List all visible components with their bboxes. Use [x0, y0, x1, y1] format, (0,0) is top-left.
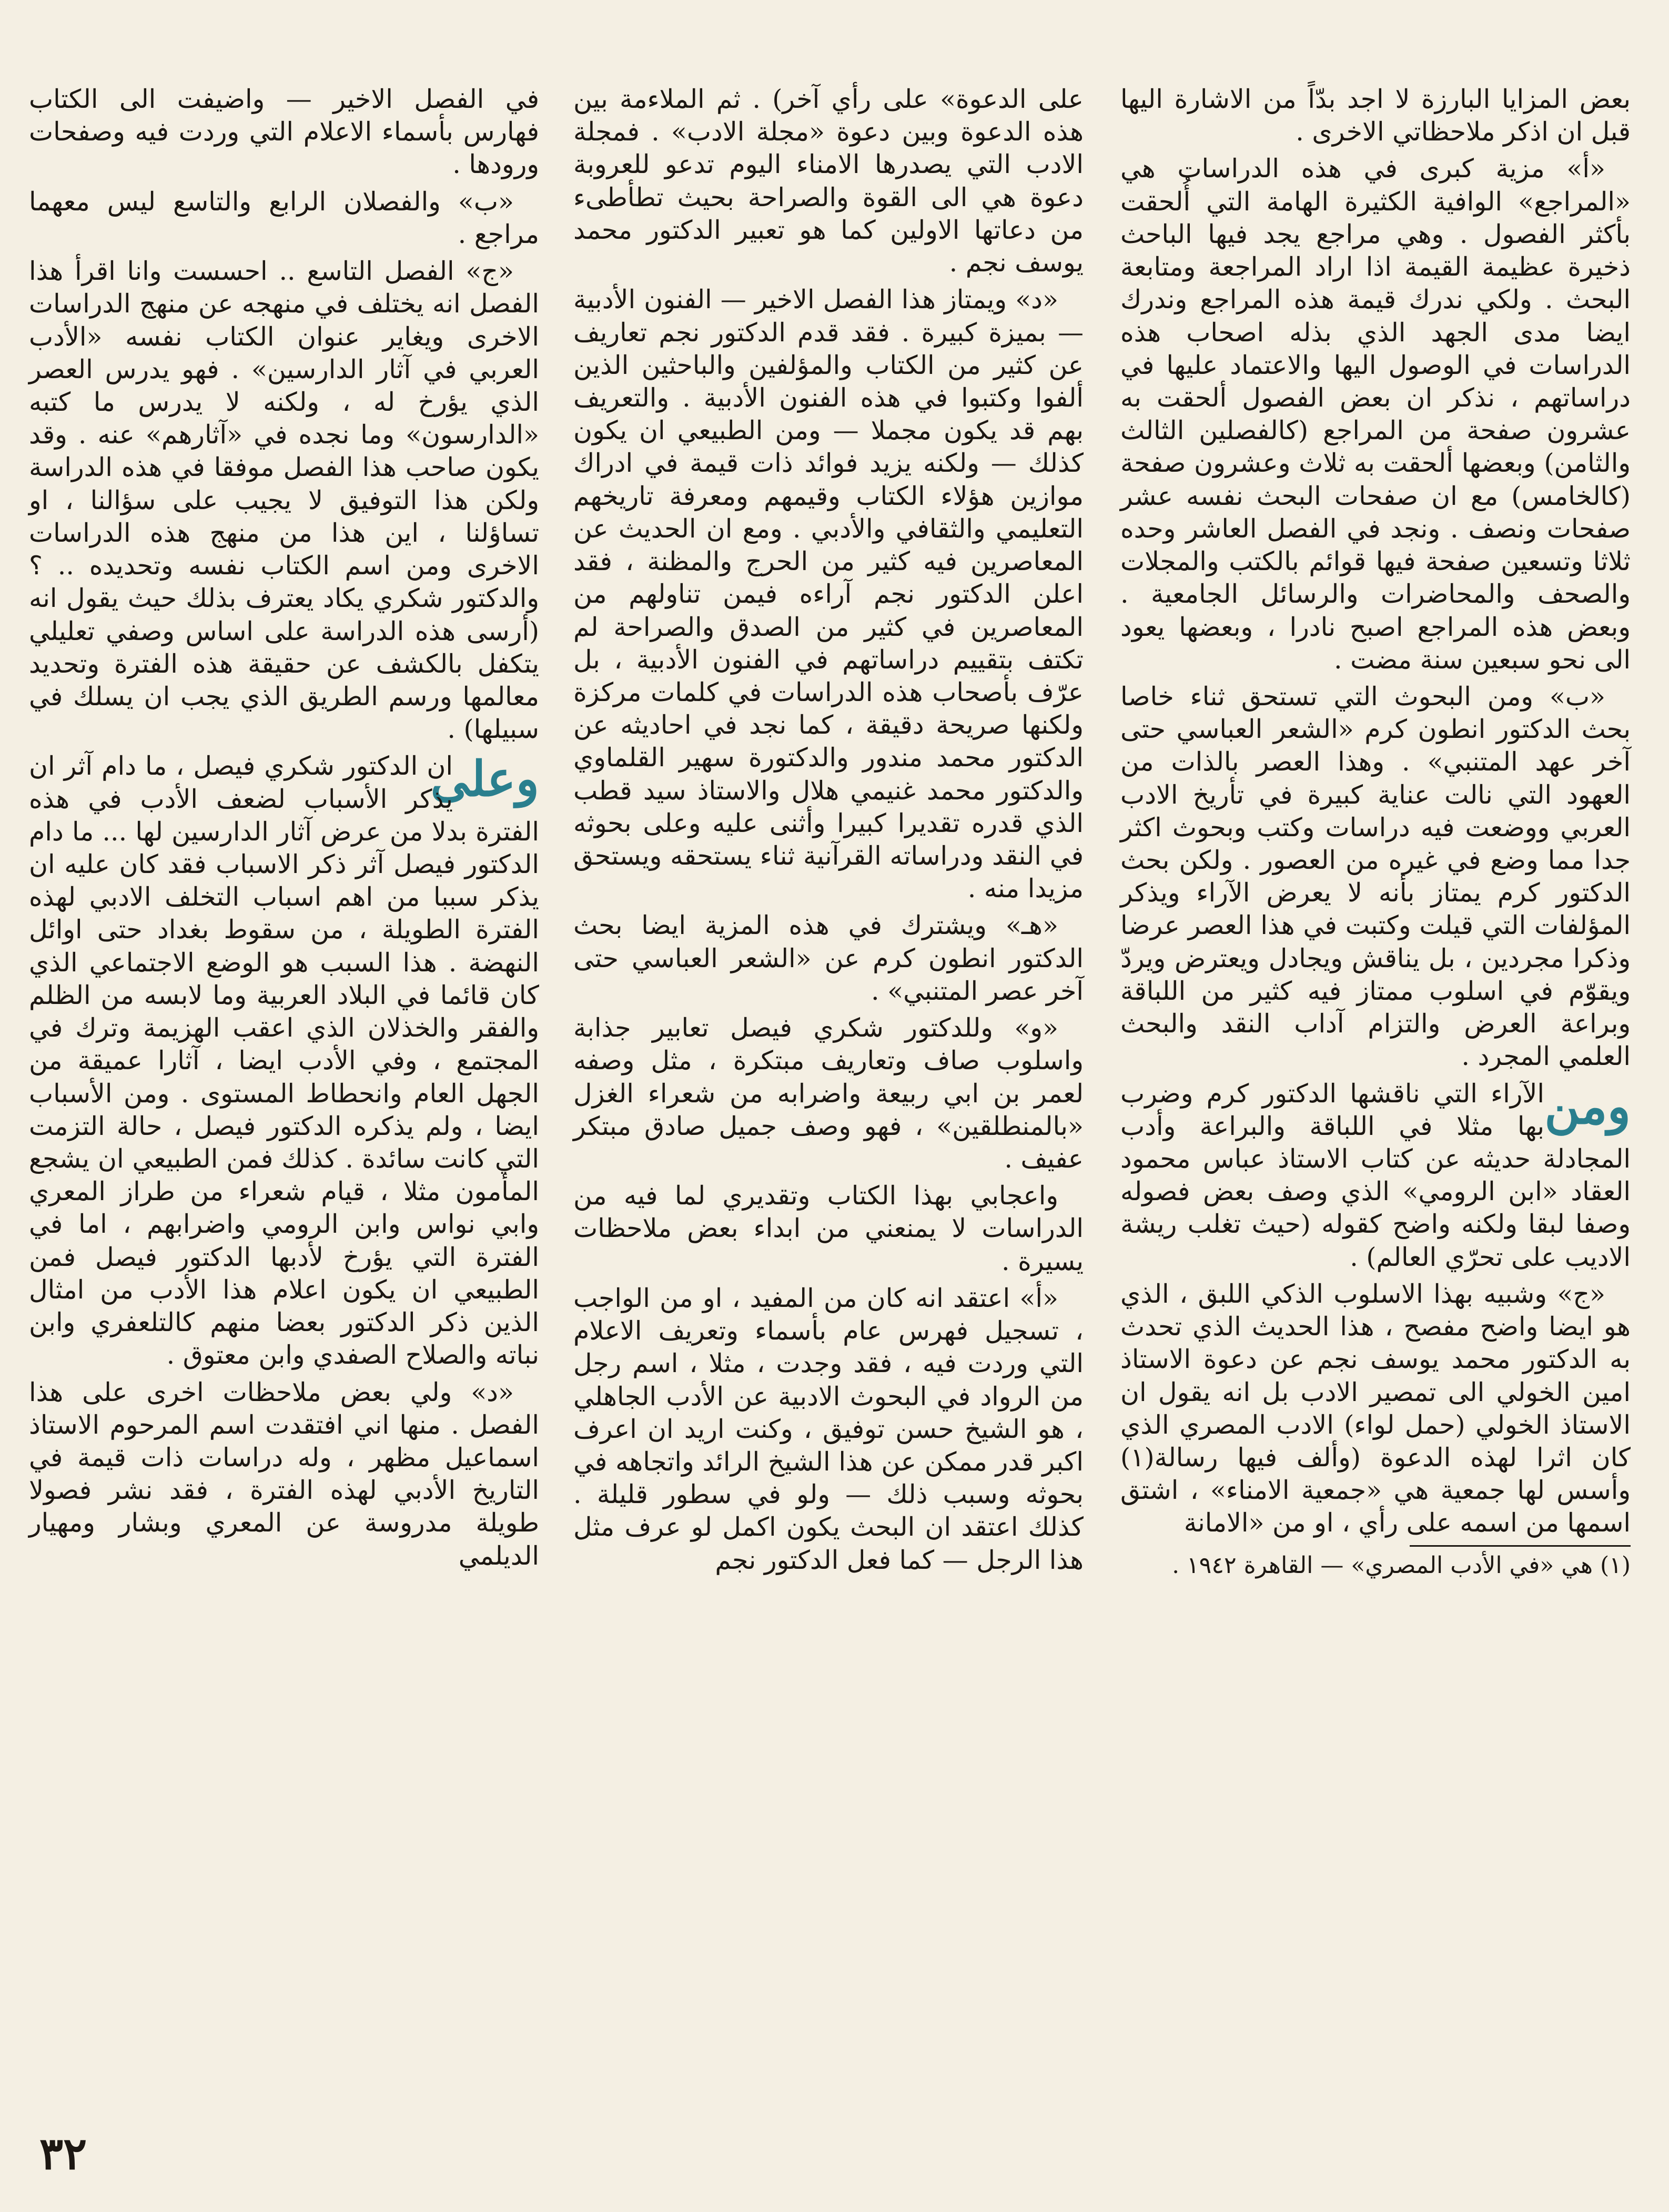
- paragraph: «و» وللدكتور شكري فيصل تعابير جذابة واسلوب صاف وتعاريف مبتكرة ، مثل وصفه لعمر بن ابي ربيعة واضرابه من شعراء الغزل «بالمنطلقين» ، فهو وصف جميل صادق مبتكر عفيف .: [573, 1013, 1084, 1174]
- footnote: (١) هي «في الأدب المصري» — القاهرة ١٩٤٢ .: [1172, 1551, 1631, 1579]
- paragraph: «ب» ومن البحوث التي تستحق ثناء خاصا بحث الدكتور انطون كرم «الشعر العباسي حتى آخر عهد المتنبي» . وهذا العصر بالذات من العهود التي نالت عناية كبيرة في تأريخ الادب العربي ووضعت فيه دراسات وكتب وبحوث اكثر جدا مما وضع في غيره من العصور . ولكن بحث الدكتور كرم يمتاز بأنه لا يعرض الآراء ويذكر المؤلفات التي قيلت وكتبت في هذا العصر عرضا وذكرا مجردين ، بل يناقش ويجادل ويعترض ويردّ ويقوّم في اسلوب ممتاز فيه كثير من اللباقة وبراعة العرض والتزام آداب النقد والبحث العلمي المجرد .: [1120, 681, 1631, 1072]
- paragraph: «أ» مزية كبرى في هذه الدراسات هي «المراجع» الوافية الكثيرة الهامة التي أُلحقت بأكثر الفصول . وهي مراجع يجد فيها الباحث ذخيرة عظيمة القيمة اذا اراد المراجعة ومتابعة البحث . ولكي ندرك قيمة هذه المراجع وندرك ايضا مدى الجهد الذي بذله اصحاب هذه الدراسات في الوصول اليها والاعتماد عليها في دراساتهم ، نذكر ان بعض الفصول ألحقت به عشرون صفحة من المراجع (كالفصلين الثالث والثامن) وبعضها ألحقت به ثلاث وعشرون صفحة (كالخامس) مع ان صفحات البحث نفسه عشر صفحات ونصف . ونجد في الفصل العاشر وحده ثلاثا وتسعين صفحة فيها قوائم بالكتب والمجلات والصحف والمحاضرات والرسائل الجامعية . وبعض هذه المراجع اصبح نادرا ، وبعضها يعود الى نحو سبعين سنة مضت .: [1120, 154, 1631, 675]
- paragraph: على الدعوة» على رأي آخر) . ثم الملاءمة بين هذه الدعوة وبين دعوة «مجلة الادب» . فمجلة الادب التي يصدرها الامناء اليوم تدعو للعروبة دعوة هي الى القوة والصراحة بحيث تطأطىء من دعاتها الاولين كما هو تعبير الدكتور محمد يوسف نجم .: [573, 84, 1084, 278]
- paragraph: الآراء التي ناقشها الدكتور كرم وضرب بها مثلا في اللباقة والبراعة وأدب المجادلة حديثه عن كتاب الاستاذ عباس محمود العقاد «ابن الرومي» الذي وصف بعض فصوله وصفا لبقا ولكنه واضح كقوله (حيث تغلب ريشة الاديب على تحرّي العالم) .: [1120, 1078, 1631, 1272]
- paragraph: «أ» اعتقد انه كان من المفيد ، او من الواجب ، تسجيل فهرس عام بأسماء وتعريف الاعلام التي وردت فيه ، فقد وجدت ، مثلا ، اسم رجل من الرواد في البحوث الادبية عن الأدب الجاهلي ، هو الشيخ حسن توفيق ، وكنت اريد ان اعرف اكبر قدر ممكن عن هذا الشيخ الرائد واتجاهه في بحوثه وسبب ذلك — ولو في سطور قليلة . كذلك اعتقد ان البحث يكون اكمل لو عرف مثل هذا الرجل — كما فعل الدكتور نجم: [573, 1283, 1084, 1575]
- paragraph: «د» ويمتاز هذا الفصل الاخير — الفنون الأدبية — بميزة كبيرة . فقد قدم الدكتور نجم تعاريف عن كثير من الكتاب والمؤلفين والباحثين الذين ألفوا وكتبوا في هذه الفنون الأدبية . والتعريف بهم قد يكون مجملا — ومن الطبيعي ان يكون كذلك — ولكنه يزيد فوائد ذات قيمة في ادراك موازين هؤلاء الكتاب وقيمهم ومعرفة تاريخهم التعليمي والثقافي والأدبي . ومع ان الحديث عن المعاصرين فيه كثير من الحرج والمظنة ، فقد اعلن الدكتور نجم آراءه فيمن تناولهم من المعاصرين في كثير من الصدق والصراحة لم تكتف بتقييم دراساتهم في الفنون الأدبية ، بل عرّف بأصحاب هذه الدراسات في كلمات مركزة ولكنها صريحة دقيقة ، كما نجد في احاديثه عن الدكتور محمد مندور والدكتورة سهير القلماوي والدكتور محمد غنيمي هلال والاستاذ سيد قطب الذي قدره تقديرا كبيرا وأثنى عليه وعلى بحوثه في النقد ودراساته القرآنية ثناء يستحقه ويستحق مزيدا منه .: [573, 285, 1084, 904]
- decorative-initial: ومن: [1544, 1078, 1631, 1135]
- paragraph: بعض المزايا البارزة لا اجد بدّاً من الاشارة اليها قبل ان اذكر ملاحظاتي الاخرى .: [1120, 84, 1631, 147]
- paragraph: واعجابي بهذا الكتاب وتقديري لما فيه من الدراسات لا يمنعني من ابداء بعض ملاحظات يسيرة .: [573, 1181, 1084, 1276]
- column-left: [29, 83, 539, 1577]
- page-number: ٣٢: [39, 2127, 87, 2179]
- paragraph: «ب» والفصلان الرابع والتاسع ليس معهما مراجع .: [29, 186, 539, 249]
- paragraph: «د» ولي بعض ملاحظات اخرى على هذا الفصل . منها اني افتقدت اسم المرحوم الاستاذ اسماعيل مظهر ، وله دراسات ذات قيمة في التاريخ الأدبي لهذه الفترة ، فقد نشر فصولا طويلة مدروسة عن المعري وبشار ومهيار الديلمي: [29, 1377, 539, 1571]
- footnote-divider: [1410, 1545, 1631, 1547]
- column-middle: [573, 83, 1084, 1581]
- column-right: [1120, 83, 1631, 1585]
- paragraph: ان الدكتور شكري فيصل ، ما دام آثر ان يذكر الأسباب لضعف الأدب في هذه الفترة بدلا من عرض آثار الدارسين لها ... ما دام الدكتور فيصل آثر ذكر الاسباب فقد كان عليه ان يذكر سببا من اهم اسباب التخلف الادبي لهذه الفترة الطويلة ، من سقوط بغداد حتى اوائل النهضة . هذا السبب هو الوضع الاجتماعي الذي كان قائما في البلاد العربية وما لابسه من الظلم والفقر والخذلان الذي اعقب الهزيمة وترك في المجتمع ، وفي الأدب ايضا ، آثارا عميقة من الجهل العام وانحطاط المستوى . ومن الأسباب ايضا ، ولم يذكره الدكتور فيصل ، حالة التزمت التي كانت سائدة . كذلك فمن الطبيعي ان يشجع المأمون مثلا ، قيام شعراء من طراز المعري وابي نواس وابن الرومي واضرابهم ، اما في الفترة التي يؤرخ لأدبها الدكتور فيصل فمن الطبيعي ان يكون اعلام هذا الأدب من امثال الذين ذكر الدكتور بعضا منهم كالتلعفري وابن نباته والصلاح الصفدي وابن معتوق .: [29, 751, 539, 1371]
- decorative-initial: وعلى: [430, 750, 539, 808]
- paragraph: «هـ» ويشترك في هذه المزية ايضا بحث الدكتور انطون كرم عن «الشعر العباسي حتى آخر عصر المتنبي» .: [573, 910, 1084, 1006]
- paragraph: «ج» الفصل التاسع .. احسست وانا اقرأ هذا الفصل انه يختلف في منهجه عن منهج الدراسات الاخرى ويغاير عنوان الكتاب نفسه «الأدب العربي في آثار الدارسين» . فهو يدرس العصر الذي يؤرخ له ، ولكنه لا يدرس ما كتبه «الدارسون» وما نجده في «آثارهم» عنه . وقد يكون صاحب هذا الفصل موفقا في هذه الدراسة ولكن هذا التوفيق لا يجيب على سؤالنا ، او تساؤلنا ، اين هذا من منهج هذه الدراسات الاخرى ومن اسم الكتاب نفسه وتحديده .. ؟ والدكتور شكري يكاد يعترف بذلك حيث يقول انه (أرسى هذه الدراسة على اساس وصفي تعليلي يتكفل بالكشف عن حقيقة هذه الفترة وتحديد معالمها ورسم الطريق الذي يجب ان يسلك في سبيلها) .: [29, 256, 540, 745]
- paragraph: في الفصل الاخير — واضيفت الى الكتاب فهارس بأسماء الاعلام التي وردت فيه وصفحات ورودها .: [29, 84, 539, 180]
- paragraph: «ج» وشبيه بهذا الاسلوب الذكي اللبق ، الذي هو ايضا واضح مفصح ، هذا الحديث الذي تحدث به الدكتور محمد يوسف نجم عن دعوة الاستاذ امين الخولي الى تمصير الادب بل انه يقول ان الاستاذ الخولي (حمل لواء) الادب المصري الذي كان اثرا لهذه الدعوة (وألف فيها رسالة(١) وأسس لها جمعية هي «جمعية الامناء» ، اشتق اسمها من اسمه على رأي ، او من «الامانة: [1120, 1279, 1631, 1538]
